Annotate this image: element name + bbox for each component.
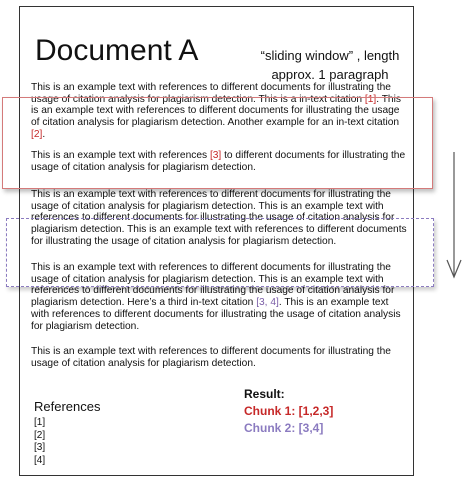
paragraph-2-text-a: This is an example text with references [31,150,210,161]
sliding-window-label-line2: approx. 1 paragraph [271,67,389,82]
paragraph-1-text-c: . [42,128,46,140]
document-title: Document A [35,34,199,67]
sliding-window-label-line1: “sliding window” , length [260,48,400,63]
reference-item: [3] [34,442,46,453]
reference-item: [4] [34,454,46,466]
paragraph-1-text-a: This is an example text with references to different documents for illustrating the usage of citation analysis for plagiarism detection. This is a in-text citation [31,82,391,105]
references-list [34,417,45,467]
sliding-window-purple [6,218,434,287]
paragraph-3: This is an example text with references to different documents for illustrating the usage of citation analysis for plagiarism detection. This is an example text with references to different documents for illustrating the usage of citation analysis for plagiarism detection. This is an example text with references to different documents for illustrating the usage of citation analysis for plagiarism detection. [31,189,407,247]
paragraph-5: This is an example text with references to different documents for illustrating the usage of citation analysis for plagiarism detection. [31,346,391,369]
citation-1: [1] [364,93,377,105]
paragraph-4-text-a: This is an example text with references to different documents for illustrating the usage of citation analysis for plagiarism detection. This is an example text with references to different documents for illustrating the usage of citation analysis for plagiarism detection. Here’s a third in-text citation [31,262,395,309]
result-chunk-2: Chunk 2: [3,4] [244,421,324,435]
paragraph-1-text-b: . This is an example text with references to different documents for illustrating the usage of citation analysis for plagiarism detection. Another example for an in-text citation [31,93,401,129]
sliding-window-label [250,46,410,84]
paragraph-4-text-b: . This is an example text with references to different documents for illustrating the usage of citation analysis for plagiarism detection. [31,297,401,332]
result-chunk-1: Chunk 1: [1,2,3] [244,404,334,418]
result-heading: Result: [244,387,285,401]
reference-item: [1] [34,417,46,428]
reference-item: [2] [34,429,46,441]
citation-3: [3] [209,150,222,161]
references-heading: References [34,399,101,414]
sliding-window-red [2,97,433,189]
citation-2: [2] [31,128,43,140]
down-arrow-icon [444,152,464,280]
paragraph-2-text-b: to different documents for illustrating the usage of citation analysis for plagiarism detection. [31,150,406,173]
citation-3-4: [3, 4] [256,297,279,309]
